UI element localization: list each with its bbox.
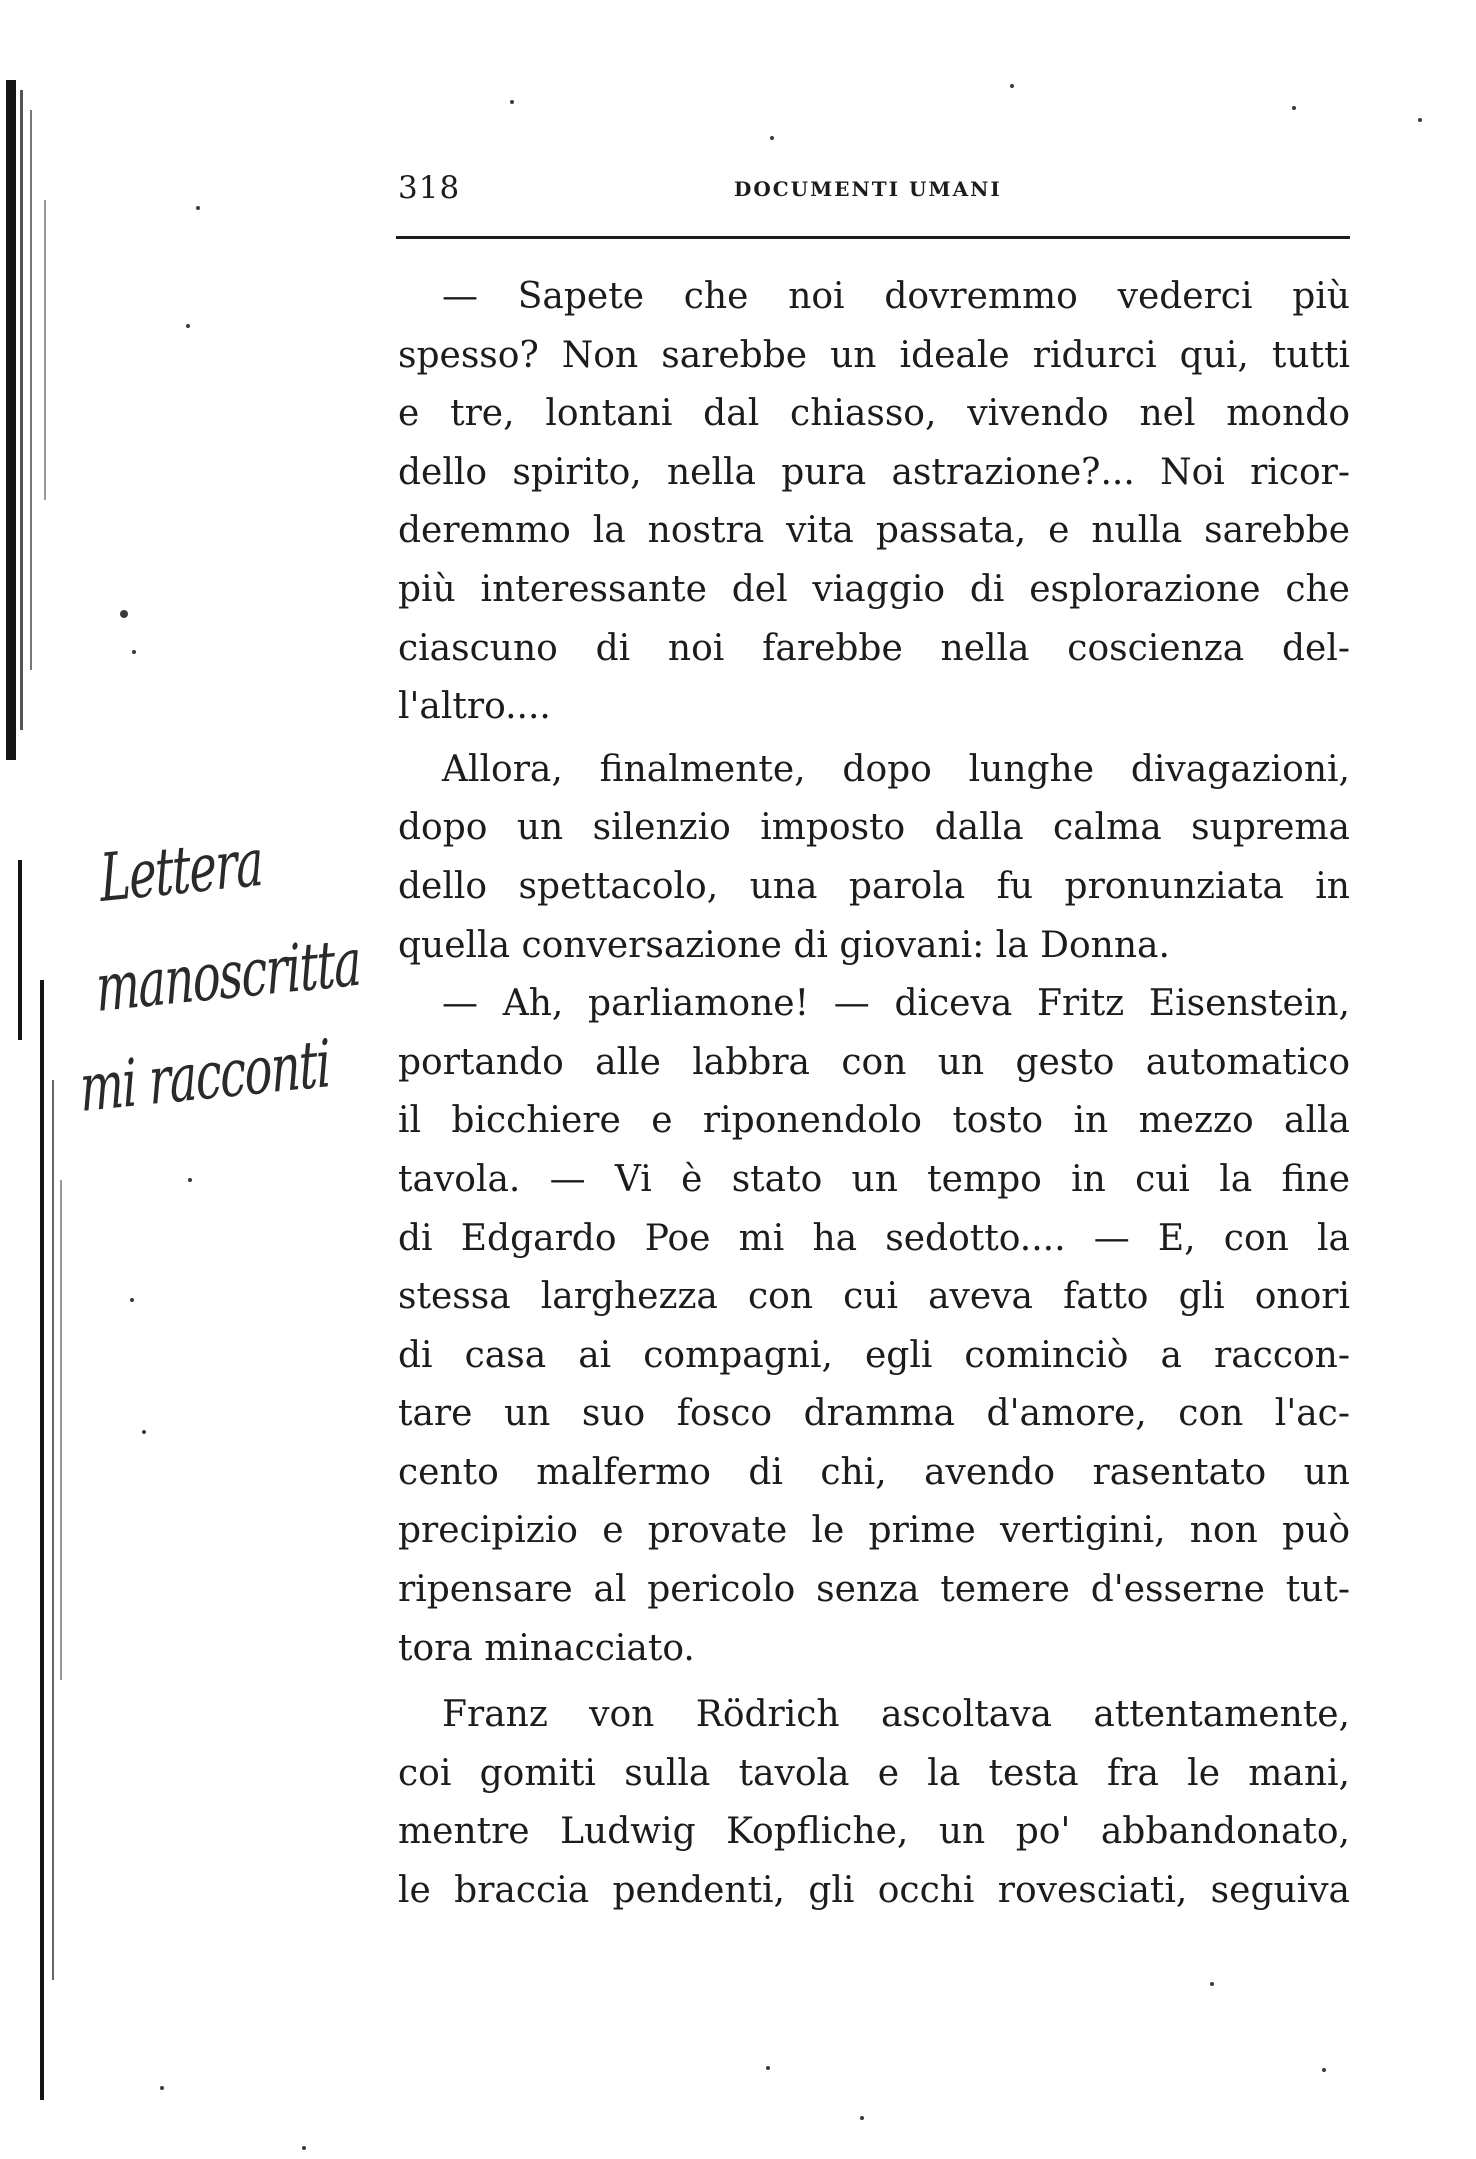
scan-speck bbox=[130, 1298, 134, 1302]
text-line: deremmo la nostra vita passata, e nulla sarebbe bbox=[398, 510, 1350, 552]
paragraph bbox=[398, 975, 1350, 1678]
text-line: stessa larghezza con cui aveva fatto gli onori bbox=[398, 1276, 1350, 1318]
text-line: ripensare al pericolo senza temere d'esserne tut- bbox=[398, 1569, 1350, 1611]
text-line: tavola. — Vi è stato un tempo in cui la fine bbox=[398, 1158, 1350, 1200]
scan-speck bbox=[196, 206, 200, 210]
page-number: 318 bbox=[398, 170, 461, 206]
binding-edge bbox=[0, 80, 70, 2140]
text-line: quella conversazione di giovani: la Donna. bbox=[398, 924, 1170, 966]
header-rule bbox=[396, 236, 1350, 239]
text-line: mentre Ludwig Kopfliche, un po' abbandonato, bbox=[398, 1811, 1350, 1853]
text-line: — Sapete che noi dovremmo vederci più bbox=[442, 276, 1350, 317]
text-line: Franz von Rödrich ascoltava attentamente, bbox=[442, 1694, 1350, 1736]
scan-speck bbox=[188, 1178, 192, 1182]
text-line: portando alle labbra con un gesto automatico bbox=[398, 1041, 1350, 1083]
text-line: dopo un silenzio imposto dalla calma suprema bbox=[398, 807, 1350, 849]
text-line: dello spirito, nella pura astrazione?... Noi ricor- bbox=[398, 451, 1350, 493]
scan-speck bbox=[770, 136, 774, 140]
scan-speck bbox=[1292, 106, 1296, 110]
scan-speck bbox=[132, 650, 136, 654]
scan-speck bbox=[860, 2116, 864, 2120]
paragraph bbox=[398, 1686, 1350, 1920]
body-text bbox=[398, 268, 1350, 1921]
scan-speck bbox=[1322, 2068, 1326, 2072]
scan-speck bbox=[1418, 118, 1422, 122]
text-line: spesso? Non sarebbe un ideale ridurci qui, tutti bbox=[398, 334, 1350, 376]
scan-speck bbox=[510, 100, 514, 104]
scan-speck bbox=[120, 610, 128, 618]
running-title: DOCUMENTI UMANI bbox=[734, 177, 1002, 201]
paragraph bbox=[398, 741, 1350, 975]
text-line: precipizio e provate le prime vertigini, non può bbox=[398, 1510, 1350, 1552]
scan-speck bbox=[302, 2146, 306, 2150]
scan-speck bbox=[186, 324, 190, 328]
handwriting-line: manoscritta bbox=[94, 923, 362, 1027]
text-line: Allora, finalmente, dopo lunghe divagazioni, bbox=[442, 748, 1350, 790]
scan-speck bbox=[160, 2086, 164, 2090]
text-line: cento malfermo di chi, avendo rasentato un bbox=[398, 1451, 1350, 1493]
text-line: e tre, lontani dal chiasso, vivendo nel mondo bbox=[398, 393, 1350, 435]
handwriting-line: mi racconti bbox=[78, 1025, 332, 1127]
text-line: di casa ai compagni, egli cominciò a raccon- bbox=[398, 1334, 1350, 1376]
text-line: ciascuno di noi farebbe nella coscienza del- bbox=[398, 627, 1350, 669]
text-line: tare un suo fosco dramma d'amore, con l'ac- bbox=[398, 1393, 1350, 1435]
paragraph bbox=[398, 268, 1350, 737]
scan-speck bbox=[1010, 84, 1014, 88]
scan-speck bbox=[1210, 1982, 1214, 1986]
scan-speck bbox=[142, 1430, 146, 1434]
text-line: l'altro.... bbox=[398, 686, 551, 728]
text-line: di Edgardo Poe mi ha sedotto.... — E, con la bbox=[398, 1217, 1350, 1259]
page-header bbox=[398, 170, 1350, 230]
text-line: più interessante del viaggio di esplorazione che bbox=[398, 568, 1350, 610]
text-line: dello spettacolo, una parola fu pronunziata in bbox=[398, 865, 1350, 907]
text-line: il bicchiere e riponendolo tosto in mezzo alla bbox=[398, 1100, 1350, 1142]
text-line: coi gomiti sulla tavola e la testa fra le mani, bbox=[398, 1752, 1350, 1794]
text-line: tora minacciato. bbox=[398, 1627, 695, 1669]
handwriting-line: Lettera bbox=[98, 823, 264, 917]
text-line: — Ah, parliamone! — diceva Fritz Eisenstein, bbox=[442, 983, 1350, 1025]
handwritten-margin-note bbox=[78, 823, 362, 1140]
scan-speck bbox=[766, 2066, 770, 2070]
text-line: le braccia pendenti, gli occhi rovesciati, seguiva bbox=[398, 1870, 1350, 1912]
